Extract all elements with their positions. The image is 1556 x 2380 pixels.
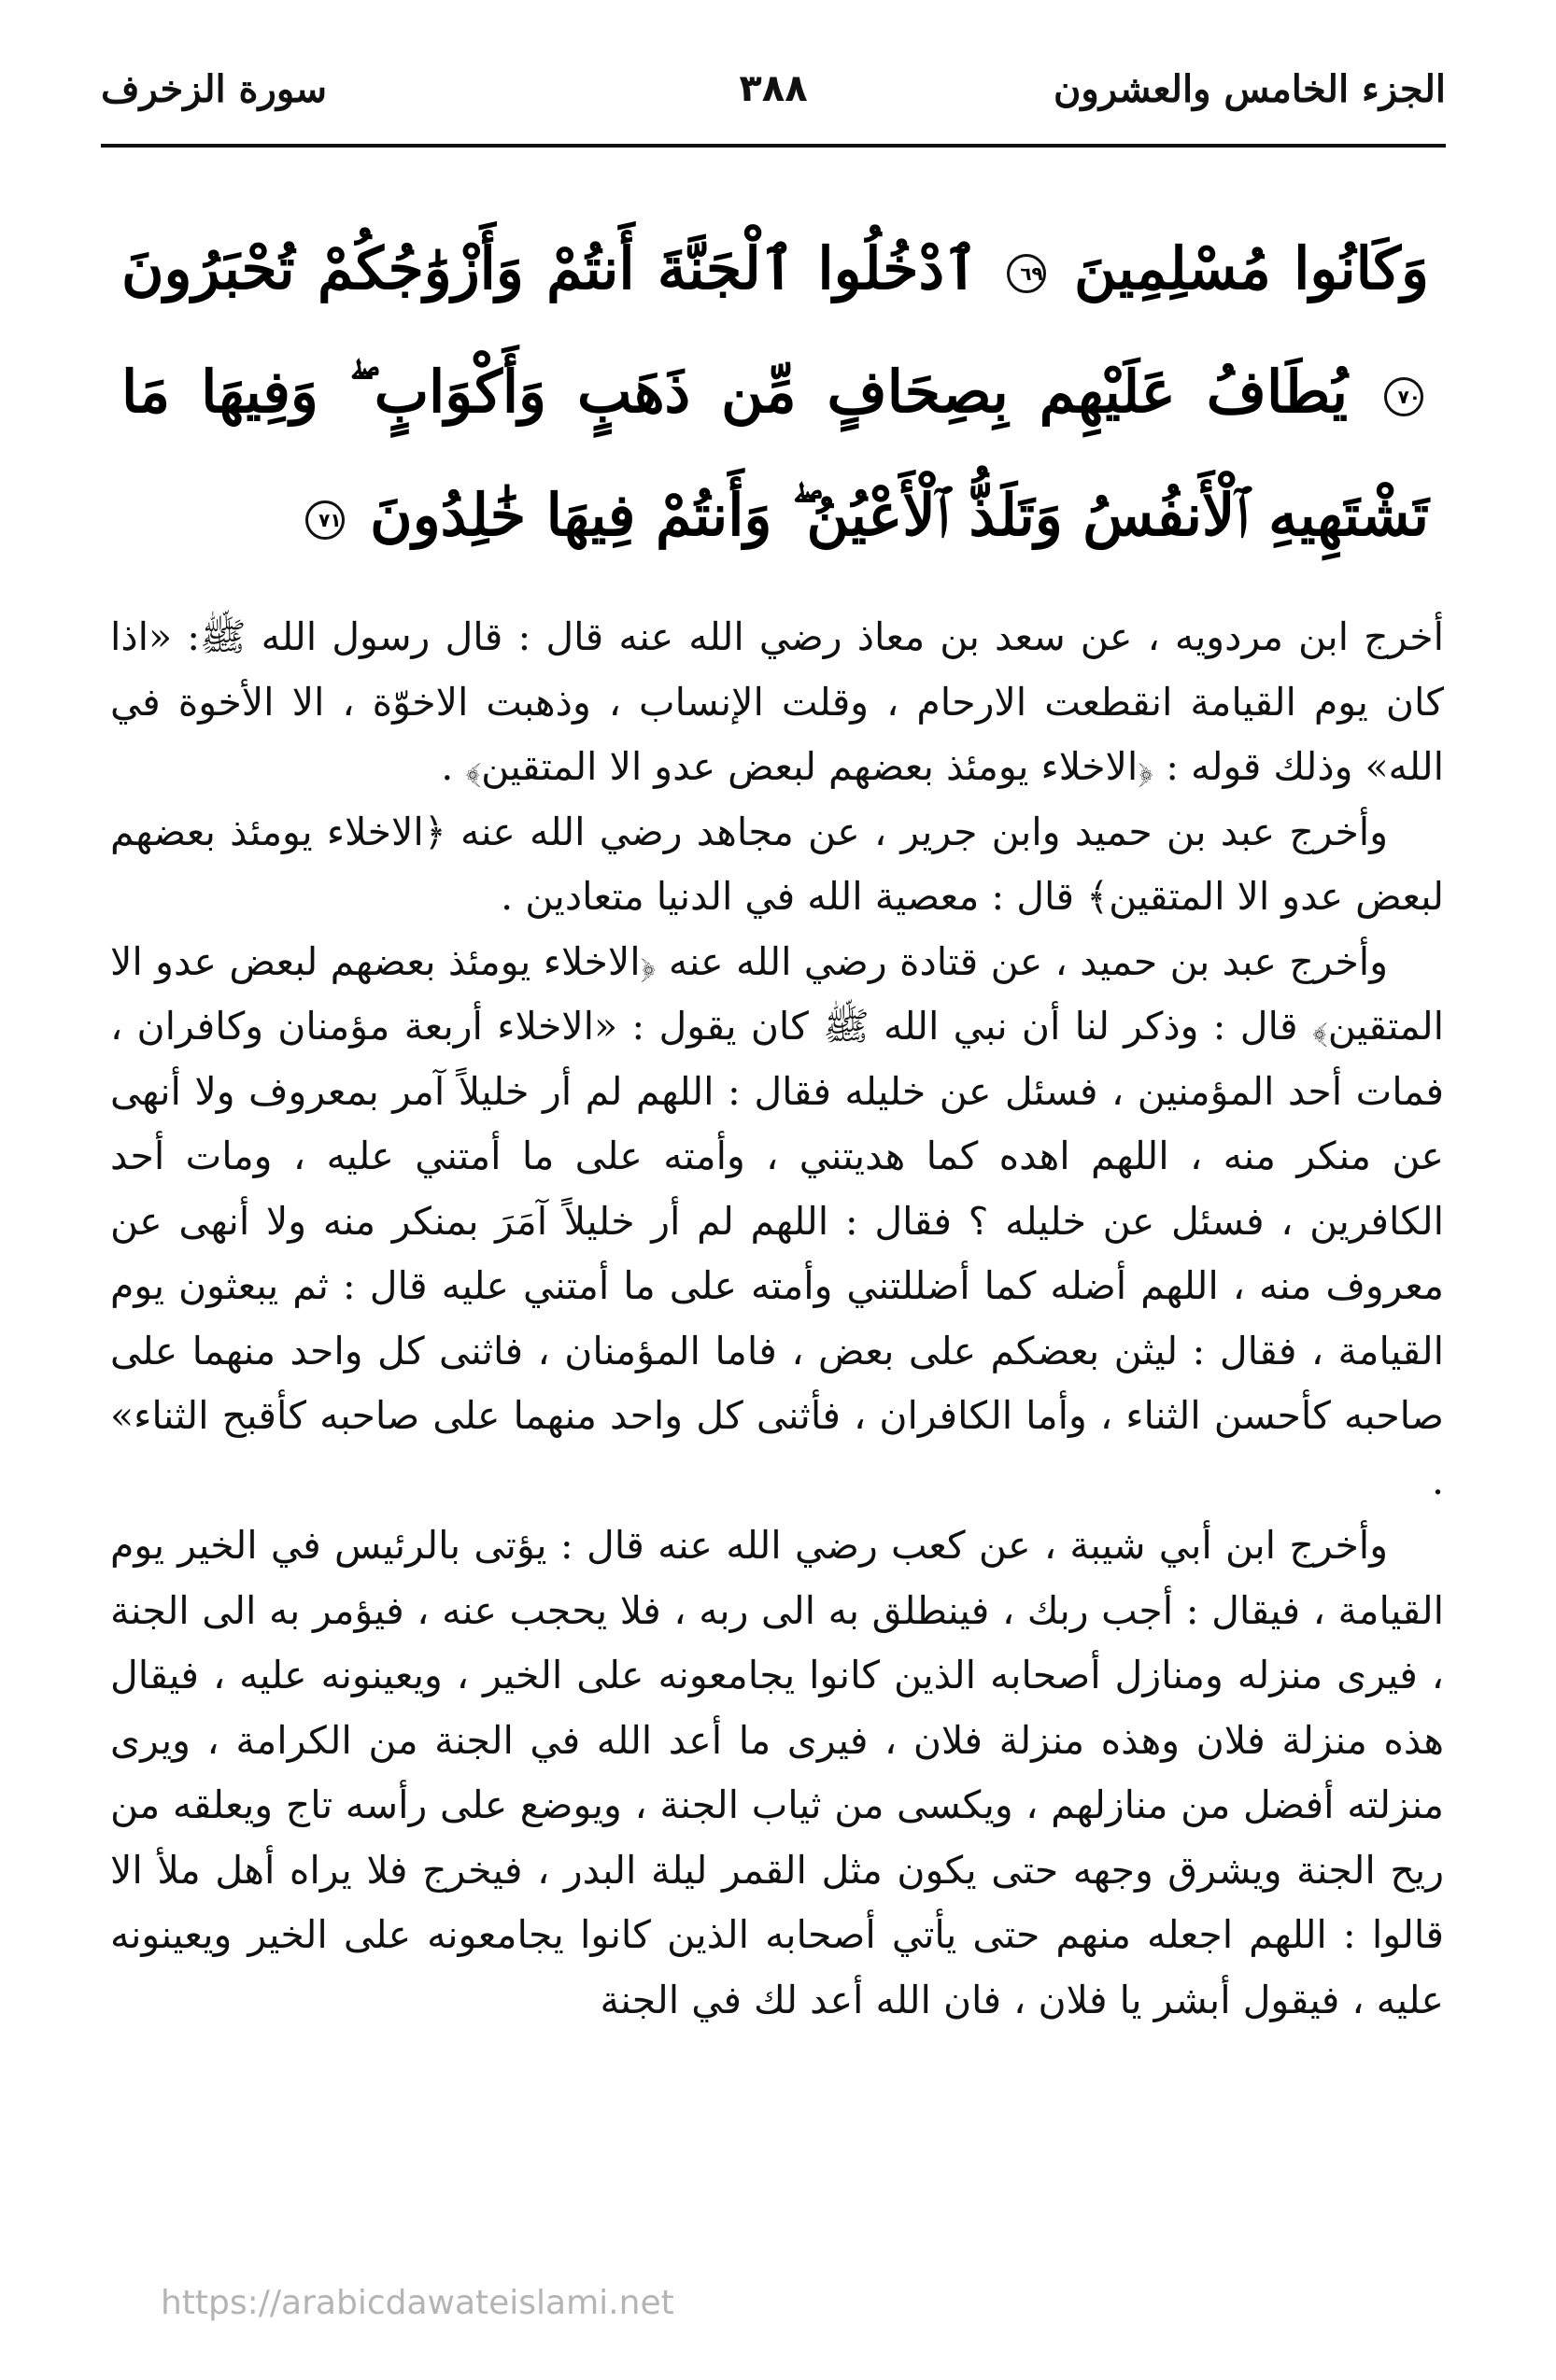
commentary-paragraph: وأخرج عبد بن حميد ، عن قتادة رضي الله عنه ﴿الاخلاء يومئذ بعضهم لبعض عدو الا المتقين﴾ قال : وذكر لنا أن نبي الله ﷺ كان يقول : «الاخلاء أربعة مؤمنان وكافران ، فمات أحد المؤمنين ، فسئل عن خليله فقال : اللهم لم أر خليلاً آمر بمعروف ولا أنهى عن منكر منه ، اللهم اهده كما هديتني ، وأمته على ما أمتني عليه ، ومات أحد الكافرين ، فسئل عن خليله ؟ فقال : اللهم لم أر خليلاً آمَرَ بمنكر منه ولا أنهى عن معروف منه ، اللهم أضله كما أضللتني وأمته على ما أمتني عليه قال : ثم يبعثون يوم القيامة ، فقال : ليثن بعضكم على بعض ، فاما المؤمنان ، فاثنى كل واحد منهما على صاحبه كأحسن الثناء ، وأما الكافران ، فأثنى كل واحد منهما على صاحبه كأقبح الثناء» .	[110, 938, 1444, 1503]
verse-text: يُطَافُ عَلَيْهِم بِصِحَافٍ مِّن ذَهَبٍ وَأَكْوَابٍ ۖ وَفِيهَا مَا تَشْتَهِيهِ ٱلْأَنفُسُ وَتَلَذُّ ٱلْأَعْيُنُ ۖ وَأَنتُمْ فِيهَا خَٰلِدُونَ	[121, 358, 1429, 549]
commentary-body	[110, 605, 1444, 2033]
commentary-paragraph: وأخرج عبد بن حميد وابن جرير ، عن مجاهد رضي الله عنه ﴿الاخلاء يومئذ بعضهم لبعض عدو الا المتقين﴾ قال : معصية الله في الدنيا متعادين .	[110, 809, 1444, 919]
page-number: ٣٨٨	[739, 67, 808, 110]
source-watermark: https://arabicdawateislami.net	[161, 2284, 674, 2322]
verse-text: وَكَانُوا مُسْلِمِينَ	[1074, 234, 1429, 303]
commentary-paragraph: وأخرج ابن أبي شيبة ، عن كعب رضي الله عنه قال : يؤتى بالرئيس في الخير يوم القيامة ، فيقال : أجب ربك ، فينطلق به الى ربه ، فلا يحجب عنه ، فيؤمر به الى الجنة ، فيرى منزله ومنازل أصحابه الذين كانوا يجامعونه على الخير ، ويعينونه عليه ، فيقال هذه منزلة فلان وهذه منزلة فلان ، فيرى ما أعد الله في الجنة من الكرامة ، ويرى منزلته أفضل من منازلهم ، ويكسى من ثياب الجنة ، ويوضع على رأسه تاج ويعلقه من ريح الجنة ويشرق وجهه حتى يكون مثل القمر ليلة البدر ، فيخرج فلا يراه أهل ملأ الا قالوا : اللهم اجعله منهم حتى يأتي أصحابه الذين كانوا يجامعونه على الخير ويعينونه عليه ، فيقول أبشر يا فلان ، فان الله أعد لك في الجنة	[110, 1523, 1444, 2022]
juz-title: الجزء الخامس والعشرون	[1054, 67, 1446, 111]
header-divider	[101, 144, 1446, 148]
surah-title: سورة الزخرف	[101, 67, 328, 111]
page-header	[101, 60, 1446, 133]
verse-number-marker: ٧٠	[1384, 377, 1423, 416]
verse-number-marker: ٦٩	[1007, 254, 1046, 293]
verse-number-marker: ٧١	[305, 500, 345, 540]
commentary-paragraph: أخرج ابن مردويه ، عن سعد بن معاذ رضي الله عنه قال : قال رسول الله ﷺ: «اذا كان يوم القيامة انقطعت الارحام ، وقلت الإنساب ، وذهبت الاخوّة ، الا الأخوة في الله» وذلك قوله : ﴿الاخلاء يومئذ بعضهم لبعض عدو الا المتقين﴾ .	[110, 614, 1444, 789]
verse-text: ٱدْخُلُوا ٱلْجَنَّةَ أَنتُمْ وَأَزْوَٰجُكُمْ تُحْبَرُونَ	[121, 234, 979, 303]
quran-verses	[121, 207, 1429, 577]
